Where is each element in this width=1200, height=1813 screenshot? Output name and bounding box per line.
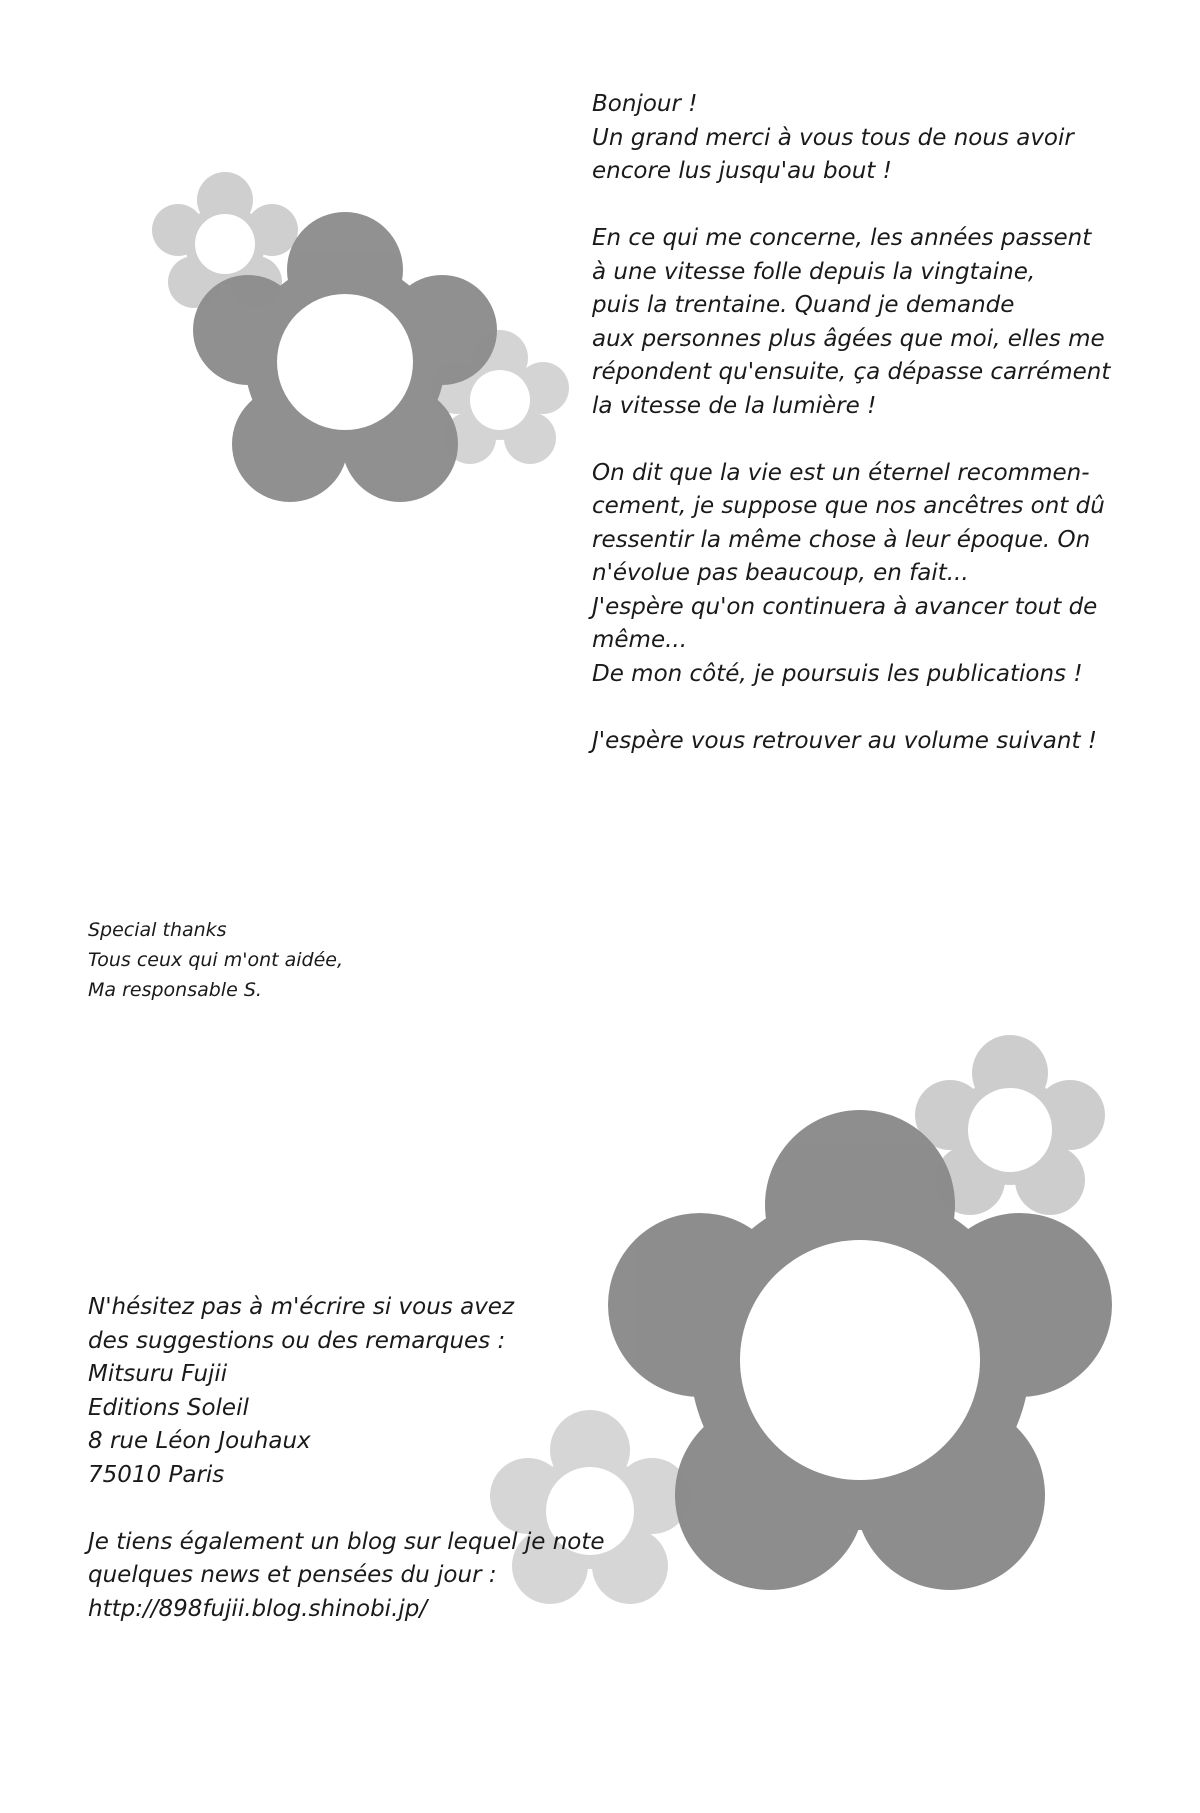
- letter-paragraph-2: En ce qui me concerne, les années passent à une vitesse folle depuis la vingtaine, puis la trentaine. Quand je demande aux personnes plus âgées que moi, elles me répondent qu'ensuite, ça dépasse carrément la vitesse de la lumière !: [592, 225, 1111, 419]
- letter-text: [592, 88, 1132, 758]
- special-thanks-text: Special thanks Tous ceux qui m'ont aidée, Ma responsable S.: [88, 919, 344, 1001]
- flower-large-bottom: [600, 1110, 1120, 1610]
- flower-large-top: [190, 212, 500, 512]
- letter-paragraph-4: J'espère vous retrouver au volume suivant !: [592, 727, 1098, 754]
- contact-blog: Je tiens également un blog sur lequel je note quelques news et pensées du jour : http://898fujii.blog.shinobi.jp/: [88, 1528, 605, 1622]
- special-thanks: [88, 915, 408, 1005]
- letter-paragraph-3: On dit que la vie est un éternel recommen- cement, je suppose que nos ancêtres ont dû ressentir la même chose à leur époque. On n'évolue pas beaucoup, en fait... J'espère qu'on continuera à avancer tout de même... De mon côté, je poursuis les publications !: [592, 459, 1105, 687]
- letter-paragraph-1: Bonjour ! Un grand merci à vous tous de nous avoir encore lus jusqu'au bout !: [592, 91, 1074, 184]
- contact-info: [88, 1291, 608, 1626]
- contact-address: N'hésitez pas à m'écrire si vous avez des suggestions ou des remarques : Mitsuru Fujii Editions Soleil 8 rue Léon Jouhaux 75010 Paris: [88, 1294, 515, 1488]
